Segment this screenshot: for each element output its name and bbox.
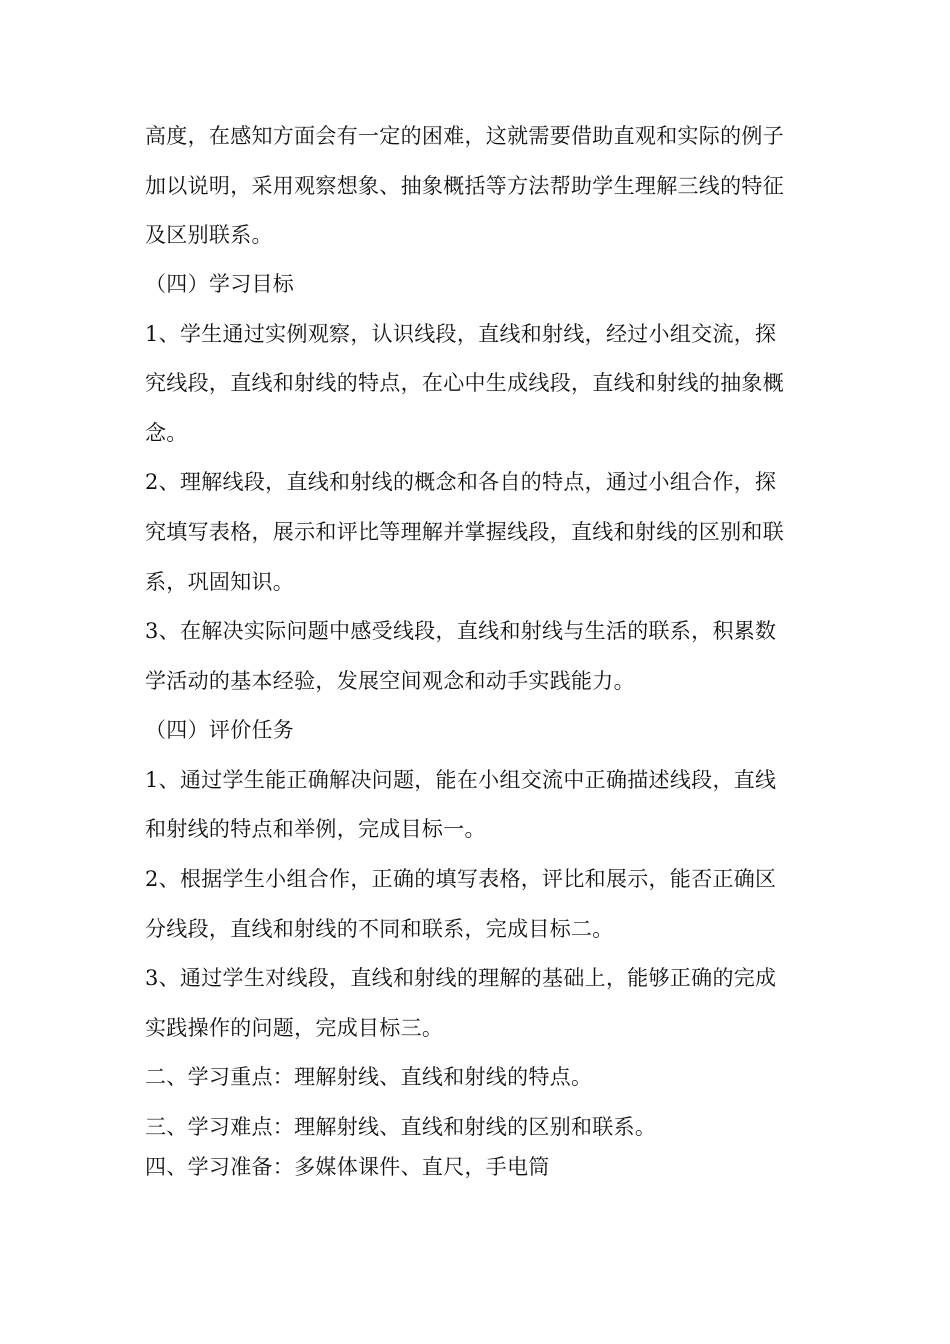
section-heading-preparation: 四、学习准备：多媒体课件、直尺，手电筒 (145, 1155, 550, 1179)
text-line: 2、理解线段，直线和射线的概念和各自的特点，通过小组合作，探 (145, 470, 777, 494)
section-heading-learning-goals: （四）学习目标 (145, 272, 295, 296)
section-heading-evaluation-tasks: （四）评价任务 (145, 718, 295, 742)
section-heading-key-points: 二、学习重点：理解射线、直线和射线的特点。 (145, 1065, 593, 1089)
text-line: 加以说明，采用观察想象、抽象概括等方法帮助学生理解三线的特征 (145, 174, 784, 198)
text-line: 分线段，直线和射线的不同和联系，完成目标二。 (145, 917, 614, 941)
text-line: 及区别联系。 (145, 223, 273, 247)
text-line: 2、根据学生小组合作，正确的填写表格，评比和展示，能否正确区 (145, 867, 777, 891)
section-heading-difficulties: 三、学习难点：理解射线、直线和射线的区别和联系。 (145, 1115, 657, 1139)
text-line: 系，巩固知识。 (145, 570, 295, 594)
text-line: 1、学生通过实例观察，认识线段，直线和射线，经过小组交流，探 (145, 322, 777, 346)
text-line: 1、通过学生能正确解决问题，能在小组交流中正确描述线段，直线 (145, 768, 777, 792)
text-line: 和射线的特点和举例，完成目标一。 (145, 817, 486, 841)
text-line: 究填写表格，展示和评比等理解并掌握线段，直线和射线的区别和联 (145, 520, 784, 544)
text-line: 3、通过学生对线段，直线和射线的理解的基础上，能够正确的完成 (145, 966, 777, 990)
text-line: 高度，在感知方面会有一定的困难，这就需要借助直观和实际的例子 (145, 124, 784, 148)
text-line: 念。 (145, 421, 188, 445)
text-line: 3、在解决实际问题中感受线段，直线和射线与生活的联系，积累数 (145, 619, 777, 643)
text-line: 学活动的基本经验，发展空间观念和动手实践能力。 (145, 669, 635, 693)
text-line: 实践操作的问题，完成目标三。 (145, 1016, 444, 1040)
text-line: 究线段，直线和射线的特点，在心中生成线段，直线和射线的抽象概 (145, 371, 784, 395)
